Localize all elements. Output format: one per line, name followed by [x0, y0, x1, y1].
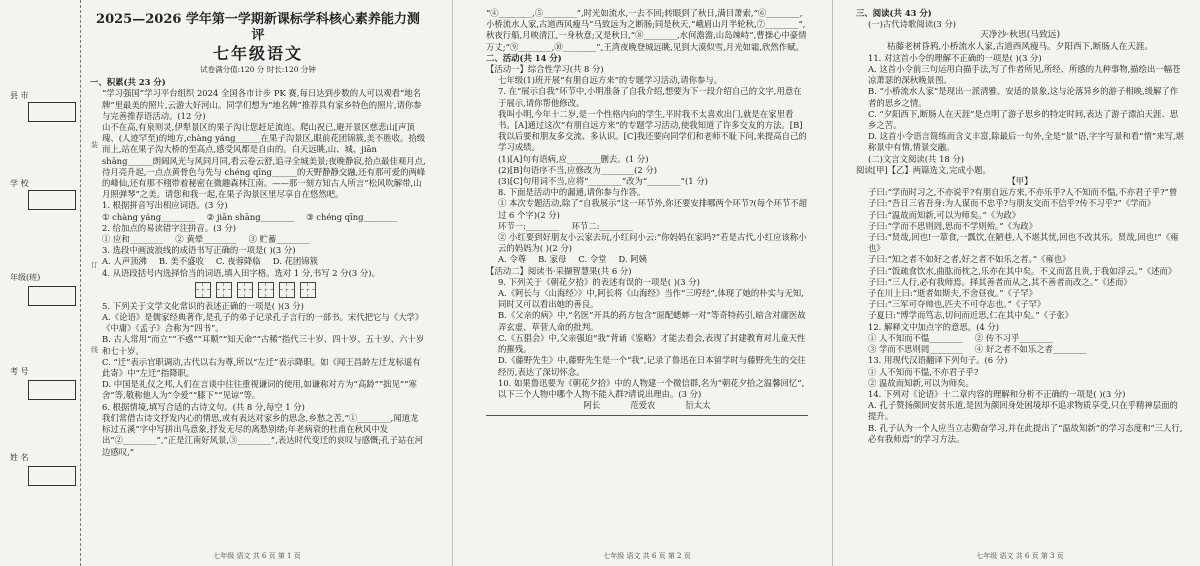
question-14: 14. 下列对《论语》十二章内容的理解和分析不正确的一项是( )(3 分)	[868, 388, 1126, 399]
option[interactable]: A.《阿长与〈山海经〉》中,阿长将《山海经》当作“三哼经”,体现了她的朴实与无知,同时又可以看出她的善良。	[498, 288, 804, 310]
option[interactable]: A. 这首小令前三句运用白描手法,写了作者所见,所经、所感的九种事物,描绘出一幅苍凉萧瑟的深秋晚景图。	[868, 64, 1181, 86]
question-6: 6. 根据情境,填写合适的古诗文句。(共 8 分,每空 1 分)	[102, 401, 305, 412]
classical-line: 子曰:“三军可夺帅也,匹夫不可夺志也。”《子罕》	[868, 299, 1046, 310]
page-1	[82, 0, 432, 566]
section-heading: 三、阅读(共 43 分)	[856, 8, 932, 18]
question-8-options	[486, 254, 808, 265]
gutter-label-exam-no: 考 号	[10, 367, 29, 376]
blank-item[interactable]: 环节二:________	[571, 220, 633, 231]
grid-boxes[interactable]	[90, 279, 426, 301]
blank-item[interactable]: ① 应和________	[102, 234, 164, 245]
option[interactable]: B. 古人常用“而立”“不惑”“耳顺”“知天命”“古稀”指代三十岁、四十岁、五十岁、六十岁和七十岁。	[102, 334, 425, 356]
question-8-part-2: ② 小红要到好朋友小云家去玩,小红问小云:“你妈妈在家吗?”若是古代,小红应该称小云的妈妈为( )(2 分)	[498, 232, 807, 254]
page-footer: 七年级 语文 共 6 页 第 1 页	[213, 551, 301, 560]
option[interactable]: A. 令尊	[498, 254, 527, 265]
blank-item[interactable]: (2)[B]句语序不当,应修改为________(2 分)	[498, 164, 657, 175]
grid-box[interactable]	[300, 282, 316, 298]
grid-box[interactable]	[216, 282, 232, 298]
exam-title: 2025—2026 学年第一学期新课标学科核心素养能力测评	[96, 12, 420, 43]
option[interactable]: 衍太太	[685, 400, 711, 411]
question-8-links	[486, 221, 808, 232]
question-3: 3. 选段中画波浪线的成语书写正确的一项是( )(3 分)	[102, 245, 296, 256]
option[interactable]: D. 阿姨	[618, 254, 648, 265]
intro-text: “学习强国”学习平台组织 2024 全国各市计步 PK 赛,每日达到步数的人可以观看“地名牌”里最美的照片,云游大好河山。同学们想为“地名牌”推荐具有家乡特色的照片,请你参与完善推荐语活动。(12 分)	[102, 88, 422, 121]
blank-item[interactable]: ① 人不知而不愠________	[868, 332, 963, 343]
question-2: 2. 给加点的易读错字注拼音。(3 分)	[102, 222, 237, 233]
question-11: 11. 对这首小令的理解不正确的一项是( )(3 分)	[868, 52, 1042, 63]
question-4: 4. 从语段括号内选择恰当的词语,填入田字格。选对 1 分,书写 2 分(3 分)。	[102, 267, 380, 278]
question-1-blanks	[90, 212, 426, 223]
question-3-options	[90, 256, 426, 267]
grid-box[interactable]	[237, 282, 253, 298]
question-9: 9. 下列关于《朝花夕拾》的表述有误的一项是( )(3 分)	[498, 276, 700, 287]
subsection-intro: 阅读[甲]【乙】两篇选文,完成小题。	[856, 164, 991, 175]
option[interactable]: D.《藤野先生》中,藤野先生是一个“我”,记录了鲁迅在日本留学时与藤野先生的交往经历,表达了深切怀念。	[498, 355, 806, 377]
gutter-label-county: 县 市	[10, 91, 29, 100]
question-12: 12. 解释文中加点字的意思。(4 分)	[868, 321, 1000, 332]
classical-line: 子曰:“学而时习之,不亦说乎?有朋自远方来,不亦乐乎?人不知而不愠,不亦君子乎?”曾子曰:“吾日三省吾身:为人谋而不忠乎?与朋友交而不信乎?传不习乎?”《学而》	[868, 187, 1178, 209]
exam-meta: 试卷满分值:120 分 时长:120 分钟	[200, 65, 316, 74]
option[interactable]: 范爱农	[630, 400, 656, 411]
option[interactable]: A.《论语》是儒家经典著作,是孔子的弟子记录孔子言行的一部书。宋代把它与《大学》《中庸》《孟子》合称为“四书”。	[102, 312, 424, 334]
classical-line: 子在川上曰:“逝者如斯夫,不舍昼夜。”《子罕》	[868, 288, 1037, 299]
page-footer: 七年级 语文 共 6 页 第 3 页	[976, 551, 1064, 560]
section-heading: 二、活动(共 14 分)	[486, 52, 562, 63]
classical-line: 子曰:“贤哉,回也!一箪食,一瓢饮,在陋巷,人不堪其忧,回也不改其乐。贤哉,回也!”《雍也》	[868, 232, 1179, 254]
question-13: 13. 用现代汉语翻译下列句子。(6 分)	[868, 355, 1008, 366]
activity-intro: 七年级(1)班开展“有朋自远方来”的专题学习活动,请你参与。	[498, 75, 723, 86]
subsection-heading: (二)文言文阅读(共 18 分)	[868, 153, 965, 164]
answer-line[interactable]	[486, 415, 808, 416]
question-8-part-1: ① 本次专题活动,除了“自我展示”这一环节外,你还要安排哪两个环节?(每个环节不超过 6 个字)(2 分)	[498, 198, 808, 220]
activity-heading: 【活动二】阅读书·采撷智慧果(共 6 分)	[486, 265, 632, 276]
question-10: 10. 如果鲁迅要为《朝花夕拾》中的人物建一个微信群,名为“朝花夕拾之温馨回忆”,以下三个人物中哪个人物不能入群?请说出理由。(3 分)	[498, 377, 805, 399]
question-7: 7. 在“展示自我”环节中,小明准备了自我介绍,想要为下一段介绍自己的文字,用意在于展示,请你帮他修改。	[498, 86, 802, 108]
subsection-heading: (一)古代诗歌阅读(3 分)	[868, 19, 957, 30]
text-label-jia: 【甲】	[1007, 176, 1033, 187]
class-field[interactable]	[28, 286, 76, 306]
page-2	[478, 0, 816, 566]
option[interactable]: A. 人声顶沸	[102, 256, 147, 267]
option[interactable]: 阿长	[583, 400, 601, 411]
gutter-label-class: 年级(班)	[10, 273, 41, 282]
exam-number-field[interactable]	[28, 380, 76, 400]
grid-box[interactable]	[279, 282, 295, 298]
question-5: 5. 下列关于文学文化常识的表述正确的一项是( )(3 分)	[102, 300, 304, 311]
option[interactable]: B.《父亲的病》中,“名医”开具的药方包含“原配蟋蟀一对”等奇特药引,暗含对庸医故弄玄虚、草菅人命的批判。	[498, 310, 806, 332]
question-7-text: 我叫小明,今年十二岁,是一个性格内向的学生,平时我不太喜欢出门,就是在家里看书。[A]通过这次“有朋自远方来”的专题学习活动,使我知道了许多交友的方法。[B]我以后要和朋友多交流、多认识。[C]我还要向同学们和老师不耻下问,来提高自己的学习成绩。	[498, 108, 807, 153]
option[interactable]: C. “夕阳西下,断肠人在天涯”是点明了游子思乡的特定时间,表达了游子漂泊天涯、思乡之苦。	[868, 108, 1179, 131]
grid-box[interactable]	[195, 282, 211, 298]
blank-item[interactable]: (1)[A]句有语病,应________删去。(1 分)	[498, 153, 649, 164]
option[interactable]: C. 令堂	[578, 254, 607, 265]
page-footer: 七年级 语文 共 6 页 第 2 页	[603, 551, 691, 560]
classical-line: 子曰:“学而不思则罔,思而不学则殆。”《为政》	[868, 220, 1037, 231]
classical-line: 子曰:“知之者不如好之者,好之者不如乐之者。”《雍也》	[868, 254, 1071, 265]
question-2-blanks	[90, 234, 426, 245]
poem-title: 天净沙·秋思(马致远)	[979, 30, 1061, 41]
question-12-blanks	[856, 333, 1184, 344]
question-6-text: 我们常借古诗文抒发内心的情思,或有表达对家乡的思念,乡愁之苦,“①________,闻道龙标过五溪”字中写拼出鸟意象,抒发无尽的离愁别绪;年老病衰的杜甫在秋风中发出“②________”,“正是江南好风景,③________”,表达时代变迁的哀叹与感慨;孔子站在河边感叹,“	[102, 412, 424, 457]
school-field[interactable]	[28, 190, 76, 210]
blank-item[interactable]: ② 黄晕________	[175, 234, 237, 245]
page-divider	[452, 0, 453, 566]
reading-passage: 山不在高,有泉则灵,伊犁景区的果子沟让您赶足流连。爬山祝已,避开景区慈悲山[声顶瑰、(人迹罕至)的地方,chàng yáng______在果子沟景区,眼前花团锦簇,美不胜收。拾级而上,站在果子沟大桥的至高点,感受风都是自由的。白天远眺,山、城、jiān shāng______朗阔风光与风同月同,看云卷云舒,追寻全城美景;夜晚静寂,拾点最佳观月点,待月亮升起,一点点黄骨色与先与 chéng qīng______的天野静静交融,还有那可爱的两峰的峰仙,还有那不栩带着秘密在微趣森林江南。——那一刻方知古人所言“松风吹解带,山月照弹琴”之美。请您和我一起,在果子沟景区里尽享自在悠然吧。	[102, 122, 426, 200]
section-heading: 一、积累(共 23 分)	[90, 77, 166, 88]
exam-subject: 七年级语文	[212, 44, 303, 63]
gutter-label-school: 学 校	[10, 179, 29, 188]
poem-text: 枯藤老树昏鸦,小桥流水人家,古道西风瘦马。夕阳西下,断肠人在天涯。	[886, 41, 1153, 52]
blank-item[interactable]: ③ 贮蓄________	[248, 234, 310, 245]
binding-gutter	[0, 0, 81, 566]
blank-item[interactable]: ① chàng yáng________	[102, 211, 195, 222]
blank-item[interactable]: ③ 学而不思则罔________	[868, 344, 963, 355]
name-field[interactable]	[28, 466, 76, 486]
blank-item[interactable]: ② jiān shāng________	[206, 211, 295, 222]
option[interactable]: C.《五猖会》中,父亲强迫“我”背诵《鉴略》才能去看会,表现了封建教育对儿童天性的摧残。	[498, 332, 806, 355]
grid-box[interactable]	[258, 282, 274, 298]
blank-item[interactable]: ③ chéng qīng________	[306, 211, 398, 222]
option[interactable]: C. 夜蓉降临	[215, 256, 261, 267]
question-8: 8. 下面是活动中的漏通,请你参与作答。	[498, 187, 646, 198]
classical-line: 子夏曰:“博学而笃志,切问而近思,仁在其中矣。”《子张》	[868, 310, 1074, 321]
option[interactable]: B. 美不盛收	[158, 256, 204, 267]
blank-item[interactable]: ④ 好之者不如乐之者________	[974, 344, 1087, 355]
blank-item[interactable]: (3)[C]句用词不当,应将“________”改为“________”(1 分)	[498, 176, 708, 187]
translation-item[interactable]: ① 人不知而不愠,不亦君子乎?	[868, 366, 979, 377]
option[interactable]: B. “小桥流水人家”是现出一派清雅、安适的景象,这与沦落异乡的游子相映,缓解了作者的思乡之情。	[868, 86, 1179, 108]
question-1: 1. 根据拼音写出相应词语。(3 分)	[102, 200, 228, 211]
question-12-blanks	[856, 344, 1184, 355]
option[interactable]: D. 这首小令语言简练而含义丰富,除最后一句外,全是“景”语,字字写景和看“情”来写,堪称景中有情,情景交融。	[868, 131, 1184, 153]
option[interactable]: B. 家母	[538, 254, 567, 265]
binding-char-1: 装	[91, 141, 98, 149]
blank-item[interactable]: ② 传不习乎________	[974, 332, 1053, 343]
question-10-options	[486, 400, 808, 411]
binding-char-3: 线	[91, 346, 98, 354]
option[interactable]: C. “迁”表示官职调动,古代以右为尊,所以“左迁”表示降职。如《闻王昌龄左迁龙标遥有此寄》中“左迁”指降职。	[102, 356, 421, 379]
option[interactable]: A. 孔子赞扬颜回安贫乐道,是因为颜回身处困境却不追求物质享受,只在乎精神层面的提升。	[868, 400, 1178, 422]
poetry-fill-text: “④________,⑤________”,时光如流水,一去不回;转眼到了秋日,满目萧索,“⑥________,小桥流水人家,古道西风瘦马”马致远为之断肠;同是秋天,“峨眉山月半轮秋,⑦________”,秋夜行船,月映清江,一身秋意;又是秋日,“⑧________,水何澹澹,山岛竦峙”,曹操心中豪情万丈;“⑨________,⑩________”,王湾夜晚登城远眺,见到大漠似雪,月光如霜,欣然作赋。	[486, 8, 807, 52]
classical-line: 子曰:“三人行,必有我师焉。择其善者而从之,其不善者而改之。”《述而》	[868, 276, 1132, 287]
county-field[interactable]	[28, 102, 76, 122]
binding-char-2: 订	[91, 261, 98, 269]
option[interactable]: B. 孔子认为一个人应当立志勤奋学习,并在此提出了“温故知新”的学习态度和“三人行,必有我师焉”的学习方法。	[868, 422, 1183, 444]
page-divider	[832, 0, 833, 566]
classical-line: 子曰:“温故而知新,可以为师矣。”《为政》	[868, 209, 1021, 220]
option[interactable]: D. 花团锦簇	[272, 256, 319, 267]
blank-item[interactable]: 环节一:________	[498, 220, 560, 231]
option[interactable]: D. 中国是礼仪之邦,人们在言谈中往往重视谦词的使用,如谦称对方为“高龄”“拙见”“寒舍”等,敬称他人为“令爱”“膝下”“见谅”等。	[102, 379, 417, 401]
gutter-label-name: 姓 名	[10, 453, 29, 462]
activity-heading: 【活动一】综合性学习(共 8 分)	[486, 64, 604, 75]
classical-line: 子曰:“饭疏食饮水,曲肱而枕之,乐亦在其中矣。不义而富且贵,于我如浮云。”《述而》	[868, 265, 1177, 276]
page-3	[848, 0, 1192, 566]
translation-item[interactable]: ② 温故而知新,可以为师矣。	[868, 377, 974, 388]
